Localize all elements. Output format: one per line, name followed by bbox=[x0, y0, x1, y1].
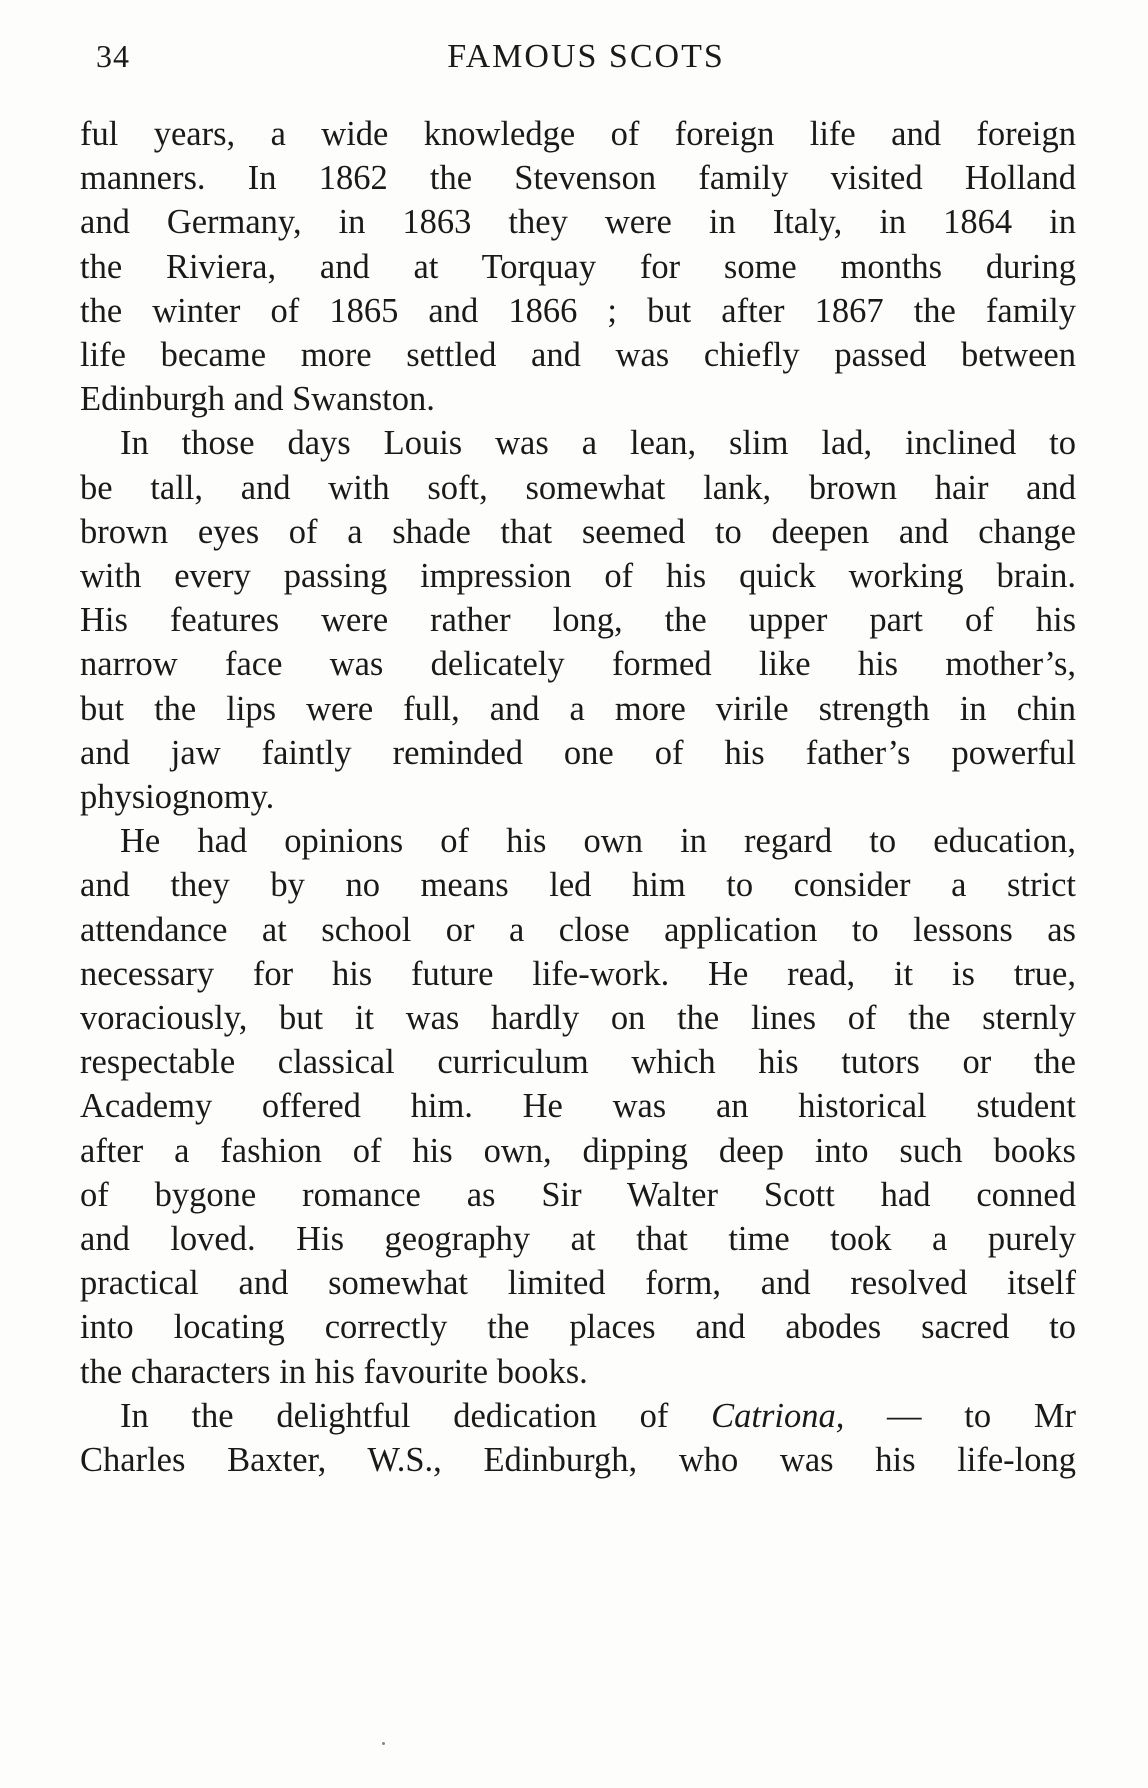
text-line: He had opinions of his own in regard to education, bbox=[120, 822, 1076, 861]
text-line: manners. In 1862 the Stevenson family visited Holland bbox=[80, 159, 1076, 198]
paragraph-4 bbox=[80, 1394, 1076, 1482]
text-line: life became more settled and was chiefly passed between bbox=[80, 336, 1076, 375]
text-line: physiognomy. bbox=[80, 778, 275, 817]
paragraph-2 bbox=[80, 421, 1076, 819]
book-title-catriona: Catriona, bbox=[711, 1396, 845, 1435]
text-line: brown eyes of a shade that seemed to deepen and change bbox=[80, 512, 1076, 551]
page-number: 34 bbox=[96, 38, 130, 74]
text-run: — to Mr bbox=[844, 1396, 1077, 1435]
text-line: ful years, a wide knowledge of foreign life and foreign bbox=[80, 115, 1076, 153]
text-line: and loved. His geography at that time took a purely bbox=[80, 1220, 1076, 1259]
text-line: Edinburgh and Swanston. bbox=[80, 380, 435, 419]
text-line: after a fashion of his own, dipping deep into such books bbox=[80, 1131, 1076, 1170]
text-line: necessary for his future life-work. He read, it is true, bbox=[80, 954, 1076, 993]
text-line: respectable classical curriculum which his tutors or the bbox=[80, 1043, 1076, 1082]
paragraph-3 bbox=[80, 819, 1076, 1394]
text-line: with every passing impression of his quick working brain. bbox=[80, 557, 1076, 596]
text-line: of bygone romance as Sir Walter Scott had conned bbox=[80, 1175, 1076, 1214]
text-line: but the lips were full, and a more virile strength in chin bbox=[80, 689, 1076, 728]
text-line: the characters in his favourite books. bbox=[80, 1352, 588, 1391]
text-line: the winter of 1865 and 1866 ; but after 1867 the family bbox=[80, 291, 1076, 330]
text-line: Academy offered him. He was an historical student bbox=[80, 1087, 1076, 1126]
text-line: and jaw faintly reminded one of his father’s powerful bbox=[80, 733, 1076, 772]
running-title: FAMOUS SCOTS bbox=[447, 38, 725, 75]
text-line: In those days Louis was a lean, slim lad, inclined to bbox=[120, 424, 1076, 463]
paragraph-1 bbox=[80, 112, 1076, 421]
text-run: In the delightful dedication of bbox=[120, 1396, 712, 1435]
text-line: the Riviera, and at Torquay for some months during bbox=[80, 247, 1076, 286]
running-head bbox=[96, 38, 1076, 82]
print-speck bbox=[382, 1742, 385, 1745]
text-line: into locating correctly the places and abodes sacred to bbox=[80, 1308, 1076, 1347]
text-line: practical and somewhat limited form, and resolved itself bbox=[80, 1264, 1076, 1303]
text-line: His features were rather long, the upper part of his bbox=[80, 601, 1076, 640]
text-line: be tall, and with soft, somewhat lank, brown hair and bbox=[80, 468, 1076, 507]
text-line: and they by no means led him to consider a strict bbox=[80, 866, 1076, 905]
text-line: Charles Baxter, W.S., Edinburgh, who was his life-long bbox=[80, 1441, 1076, 1480]
text-line: voraciously, but it was hardly on the lines of the sternly bbox=[80, 999, 1076, 1038]
text-line bbox=[80, 1394, 1076, 1438]
text-line: attendance at school or a close application to lessons as bbox=[80, 910, 1076, 949]
text-line: and Germany, in 1863 they were in Italy, in 1864 in bbox=[80, 203, 1076, 242]
body-text bbox=[80, 112, 1076, 1482]
text-line: narrow face was delicately formed like his mother’s, bbox=[80, 645, 1076, 684]
